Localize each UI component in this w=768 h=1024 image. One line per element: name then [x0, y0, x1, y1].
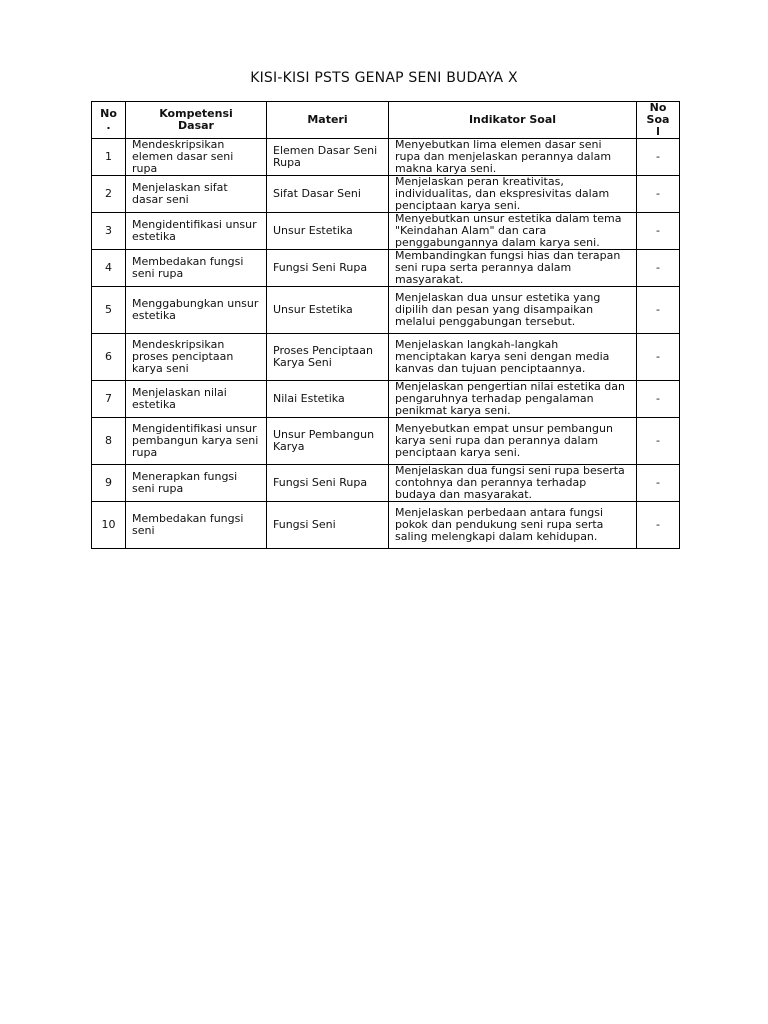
cell-materi: Fungsi Seni — [267, 502, 389, 549]
cell-materi: Nilai Estetika — [267, 381, 389, 418]
cell-no: 6 — [92, 334, 126, 381]
cell-no: 4 — [92, 250, 126, 287]
table-row — [92, 502, 680, 549]
cell-indikator-soal: Menyebutkan unsur estetika dalam tema "Keindahan Alam" dan cara penggabungannya dalam karya seni. — [389, 213, 637, 250]
table-body — [92, 139, 680, 549]
table-row — [92, 418, 680, 465]
cell-materi: Elemen Dasar Seni Rupa — [267, 139, 389, 176]
cell-no-soal: - — [637, 287, 680, 334]
cell-materi: Unsur Pembangun Karya — [267, 418, 389, 465]
cell-no-soal: - — [637, 381, 680, 418]
cell-materi: Fungsi Seni Rupa — [267, 465, 389, 502]
cell-no: 1 — [92, 139, 126, 176]
cell-no-soal: - — [637, 213, 680, 250]
cell-materi: Unsur Estetika — [267, 213, 389, 250]
cell-indikator-soal: Menjelaskan peran kreativitas, individualitas, dan ekspresivitas dalam penciptaan karya seni. — [389, 176, 637, 213]
header-no-soal: No Soa l — [637, 102, 680, 139]
cell-materi: Fungsi Seni Rupa — [267, 250, 389, 287]
cell-no-soal: - — [637, 465, 680, 502]
header-no: No . — [92, 102, 126, 139]
cell-indikator-soal: Menyebutkan lima elemen dasar seni rupa dan menjelaskan perannya dalam makna karya seni. — [389, 139, 637, 176]
cell-kompetensi-dasar: Menerapkan fungsi seni rupa — [126, 465, 267, 502]
header-materi: Materi — [267, 102, 389, 139]
cell-no-soal: - — [637, 176, 680, 213]
cell-no: 5 — [92, 287, 126, 334]
cell-kompetensi-dasar: Membedakan fungsi seni rupa — [126, 250, 267, 287]
cell-no: 3 — [92, 213, 126, 250]
cell-kompetensi-dasar: Membedakan fungsi seni — [126, 502, 267, 549]
cell-kompetensi-dasar: Menjelaskan sifat dasar seni — [126, 176, 267, 213]
cell-indikator-soal: Menjelaskan dua unsur estetika yang dipilih dan pesan yang disampaikan melalui penggabungan tersebut. — [389, 287, 637, 334]
cell-no: 8 — [92, 418, 126, 465]
cell-kompetensi-dasar: Menggabungkan unsur estetika — [126, 287, 267, 334]
cell-no: 7 — [92, 381, 126, 418]
document-title: KISI-KISI PSTS GENAP SENI BUDAYA X — [250, 70, 518, 86]
cell-no: 9 — [92, 465, 126, 502]
header-kompetensi-dasar: Kompetensi Dasar — [126, 102, 267, 139]
cell-indikator-soal: Membandingkan fungsi hias dan terapan seni rupa serta perannya dalam masyarakat. — [389, 250, 637, 287]
kisi-kisi-table — [91, 101, 680, 549]
cell-indikator-soal: Menjelaskan pengertian nilai estetika dan pengaruhnya terhadap pengalaman penikmat karya seni. — [389, 381, 637, 418]
cell-kompetensi-dasar: Mengidentifikasi unsur pembangun karya seni rupa — [126, 418, 267, 465]
cell-no-soal: - — [637, 139, 680, 176]
cell-materi: Proses Penciptaan Karya Seni — [267, 334, 389, 381]
cell-indikator-soal: Menjelaskan langkah-langkah menciptakan karya seni dengan media kanvas dan tujuan penciptaannya. — [389, 334, 637, 381]
table-row — [92, 381, 680, 418]
table-header-row — [92, 102, 680, 139]
cell-kompetensi-dasar: Mendeskripsikan proses penciptaan karya seni — [126, 334, 267, 381]
table-row — [92, 287, 680, 334]
cell-materi: Sifat Dasar Seni — [267, 176, 389, 213]
cell-no-soal: - — [637, 250, 680, 287]
cell-indikator-soal: Menyebutkan empat unsur pembangun karya seni rupa dan perannya dalam penciptaan karya seni. — [389, 418, 637, 465]
cell-no-soal: - — [637, 418, 680, 465]
header-indikator-soal: Indikator Soal — [389, 102, 637, 139]
cell-no-soal: - — [637, 334, 680, 381]
cell-kompetensi-dasar: Mendeskripsikan elemen dasar seni rupa — [126, 139, 267, 176]
table-row — [92, 465, 680, 502]
table-row — [92, 176, 680, 213]
table-row — [92, 334, 680, 381]
cell-no: 2 — [92, 176, 126, 213]
table-row — [92, 213, 680, 250]
cell-indikator-soal: Menjelaskan dua fungsi seni rupa beserta contohnya dan perannya terhadap budaya dan masyarakat. — [389, 465, 637, 502]
cell-materi: Unsur Estetika — [267, 287, 389, 334]
table-row — [92, 250, 680, 287]
cell-no-soal: - — [637, 502, 680, 549]
cell-kompetensi-dasar: Mengidentifikasi unsur estetika — [126, 213, 267, 250]
table-row — [92, 139, 680, 176]
cell-kompetensi-dasar: Menjelaskan nilai estetika — [126, 381, 267, 418]
cell-no: 10 — [92, 502, 126, 549]
cell-indikator-soal: Menjelaskan perbedaan antara fungsi pokok dan pendukung seni rupa serta saling melengkapi dalam kehidupan. — [389, 502, 637, 549]
